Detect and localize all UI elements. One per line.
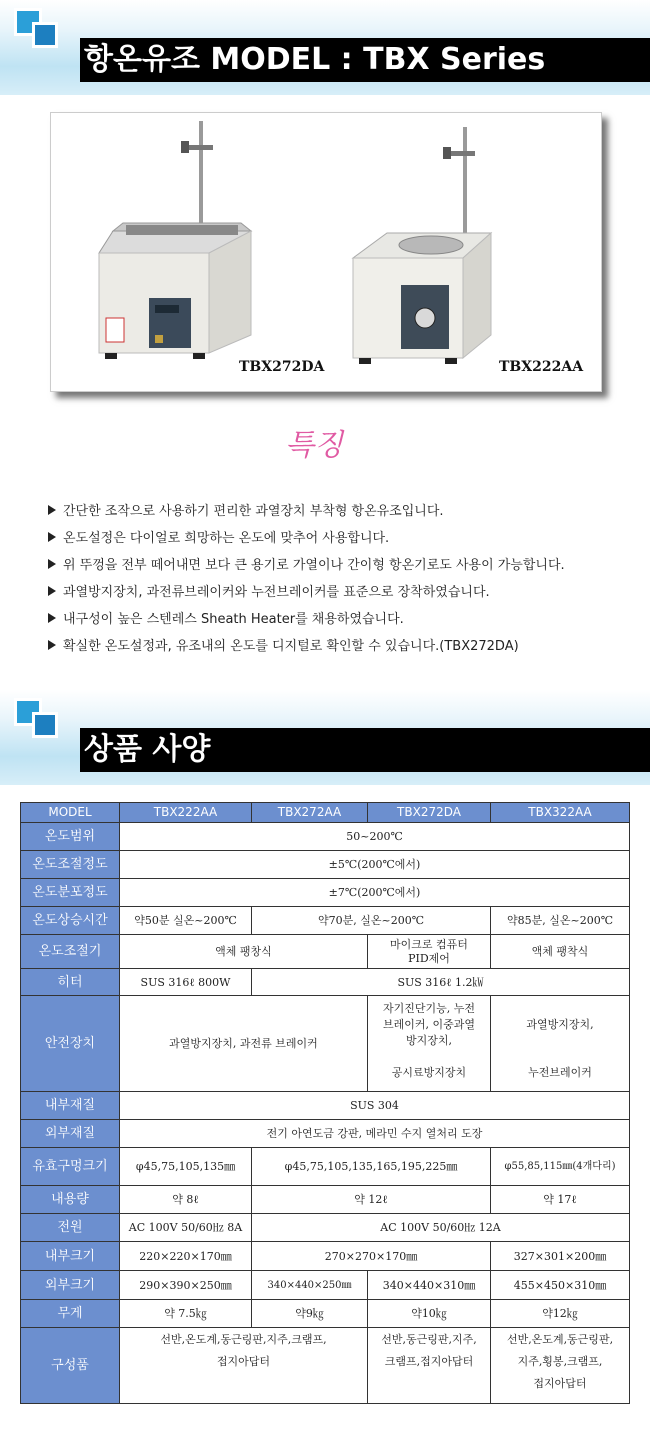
- table-cell: 50~200℃: [120, 823, 630, 851]
- table-row: [21, 879, 630, 907]
- feature-item: [48, 604, 565, 631]
- spec-table: [20, 802, 630, 1404]
- table-cell: 마이크로 컴퓨터 PID제어: [368, 935, 491, 969]
- row-label: 무게: [21, 1300, 120, 1328]
- table-cell: 290×390×250㎜: [120, 1271, 252, 1300]
- triangle-bullet-icon: [48, 505, 56, 515]
- table-cell: 선반,동근링판,지주, 크램프,접지아답터: [368, 1328, 491, 1404]
- table-cell: AC 100V 50/60㎐ 8A: [120, 1214, 252, 1242]
- row-label: 내용량: [21, 1186, 120, 1214]
- table-cell: 액체 팽창식: [120, 935, 368, 969]
- table-cell: 340×440×310㎜: [368, 1271, 491, 1300]
- row-label: 온도조절기: [21, 935, 120, 969]
- triangle-bullet-icon: [48, 586, 56, 596]
- row-label: 히터: [21, 969, 120, 996]
- feature-item: [48, 577, 565, 604]
- table-cell: SUS 304: [120, 1092, 630, 1120]
- table-cell: 약 17ℓ: [491, 1186, 630, 1214]
- table-cell: 약 7.5㎏: [120, 1300, 252, 1328]
- table-cell: 전기 아연도금 강판, 메라민 수지 열처리 도장: [120, 1120, 630, 1148]
- table-cell: 327×301×200㎜: [491, 1242, 630, 1271]
- table-cell: ±7℃(200℃에서): [120, 879, 630, 907]
- header-cell: MODEL: [21, 803, 120, 823]
- feature-text: 내구성이 높은 스텐레스 Sheath Heater를 채용하였습니다.: [63, 612, 404, 627]
- table-row: [21, 823, 630, 851]
- product-photo: [50, 112, 602, 392]
- table-row: [21, 1242, 630, 1271]
- feature-item: [48, 631, 565, 658]
- table-cell: 약 12ℓ: [252, 1186, 491, 1214]
- table-cell: 약 8ℓ: [120, 1186, 252, 1214]
- row-label: 구성품: [21, 1328, 120, 1404]
- table-cell: 공시료방지장치: [368, 1054, 491, 1092]
- row-label: 외부크기: [21, 1271, 120, 1300]
- row-label: 내부재질: [21, 1092, 120, 1120]
- table-cell: 약12㎏: [491, 1300, 630, 1328]
- table-cell: 선반,온도계,동근링판,지주,크램프, 접지아답터: [120, 1328, 368, 1404]
- table-row: [21, 851, 630, 879]
- table-cell: 과열방지장치,: [491, 996, 630, 1054]
- section-title: 상품 사양: [84, 732, 211, 767]
- row-label: 안전장치: [21, 996, 120, 1092]
- row-label: 온도상승시간: [21, 907, 120, 935]
- row-label: 전원: [21, 1214, 120, 1242]
- table-cell: 약70분, 실온~200℃: [252, 907, 491, 935]
- table-row: [21, 1300, 630, 1328]
- feature-list: [48, 496, 565, 658]
- table-cell: 액체 팽착식: [491, 935, 630, 969]
- row-label: 내부크기: [21, 1242, 120, 1271]
- table-cell: φ45,75,105,135,165,195,225㎜: [252, 1148, 491, 1186]
- header-cell: TBX272DA: [368, 803, 491, 823]
- table-cell: AC 100V 50/60㎐ 12A: [252, 1214, 630, 1242]
- feature-text: 확실한 온도설정과, 유조내의 온도를 디지털로 확인할 수 있습니다.(TBX272DA): [63, 639, 519, 654]
- bath-tbx272da-image: [99, 121, 251, 359]
- feature-item: [48, 550, 565, 577]
- feature-item: [48, 496, 565, 523]
- table-row: [21, 1186, 630, 1214]
- header-cell: TBX272AA: [252, 803, 368, 823]
- table-cell: 455×450×310㎜: [491, 1271, 630, 1300]
- triangle-bullet-icon: [48, 559, 56, 569]
- triangle-bullet-icon: [48, 640, 56, 650]
- product-illustration: [51, 113, 601, 391]
- row-label: 유효구멍크기: [21, 1148, 120, 1186]
- table-row: [21, 1214, 630, 1242]
- photo-caption-left: TBX272DA: [239, 359, 325, 375]
- logo-square-icon: [32, 22, 58, 48]
- table-cell: 과열방지장치, 과전류 브레이커: [120, 996, 368, 1092]
- table-row: [21, 1120, 630, 1148]
- triangle-bullet-icon: [48, 613, 56, 623]
- feature-text: 간단한 조작으로 사용하기 편리한 과열장치 부착형 항온유조입니다.: [63, 504, 444, 519]
- table-cell: SUS 316ℓ 800W: [120, 969, 252, 996]
- table-row: [21, 969, 630, 996]
- table-cell: 자기진단기능, 누전 브레이커, 이중과열 방지장치,: [368, 996, 491, 1054]
- row-label: 온도조절정도: [21, 851, 120, 879]
- table-cell: 선반,온도계,동근링판, 지주,횡봉,크램프, 접지아답터: [491, 1328, 630, 1404]
- table-cell: 220×220×170㎜: [120, 1242, 252, 1271]
- row-label: 온도범위: [21, 823, 120, 851]
- feature-text: 온도설정은 다이얼로 희망하는 온도에 맞추어 사용합니다.: [63, 531, 390, 546]
- feature-item: [48, 523, 565, 550]
- table-cell: φ45,75,105,135㎜: [120, 1148, 252, 1186]
- table-row: [21, 996, 630, 1054]
- table-row: [21, 1328, 630, 1404]
- table-cell: 270×270×170㎜: [252, 1242, 491, 1271]
- table-row: [21, 1148, 630, 1186]
- table-cell: SUS 316ℓ 1.2㎾: [252, 969, 630, 996]
- table-cell: 약50분 실온~200℃: [120, 907, 252, 935]
- table-cell: 누전브레이커: [491, 1054, 630, 1092]
- logo-square-icon: [32, 712, 58, 738]
- bath-tbx222aa-image: [353, 127, 491, 364]
- table-row: [21, 1271, 630, 1300]
- row-label: 외부재질: [21, 1120, 120, 1148]
- product-title-banner: [0, 0, 650, 95]
- feature-text: 과열방지장치, 과전류브레이커와 누전브레이커를 표준으로 장착하였습니다.: [63, 585, 490, 600]
- table-cell: 약85분, 실온~200℃: [491, 907, 630, 935]
- row-label: 온도분포정도: [21, 879, 120, 907]
- table-cell: ±5℃(200℃에서): [120, 851, 630, 879]
- photo-caption-right: TBX222AA: [499, 359, 584, 375]
- table-cell: φ55,85,115㎜(4개다리): [491, 1148, 630, 1186]
- table-header-row: [21, 803, 630, 823]
- table-row: [21, 1092, 630, 1120]
- table-row: [21, 907, 630, 935]
- page-title: 항온유조 MODEL : TBX Series: [84, 42, 546, 77]
- table-cell: 약10㎏: [368, 1300, 491, 1328]
- header-cell: TBX322AA: [491, 803, 630, 823]
- header-cell: TBX222AA: [120, 803, 252, 823]
- features-title: 특징: [285, 428, 343, 463]
- table-cell: 340×440×250㎜: [252, 1271, 368, 1300]
- feature-text: 위 뚜껑을 전부 떼어내면 보다 큰 용기로 가열이나 간이형 항온기로도 사용이 가능합니다.: [63, 558, 565, 573]
- triangle-bullet-icon: [48, 532, 56, 542]
- table-cell: 약9㎏: [252, 1300, 368, 1328]
- table-row: [21, 935, 630, 969]
- spec-title-banner: [0, 690, 650, 785]
